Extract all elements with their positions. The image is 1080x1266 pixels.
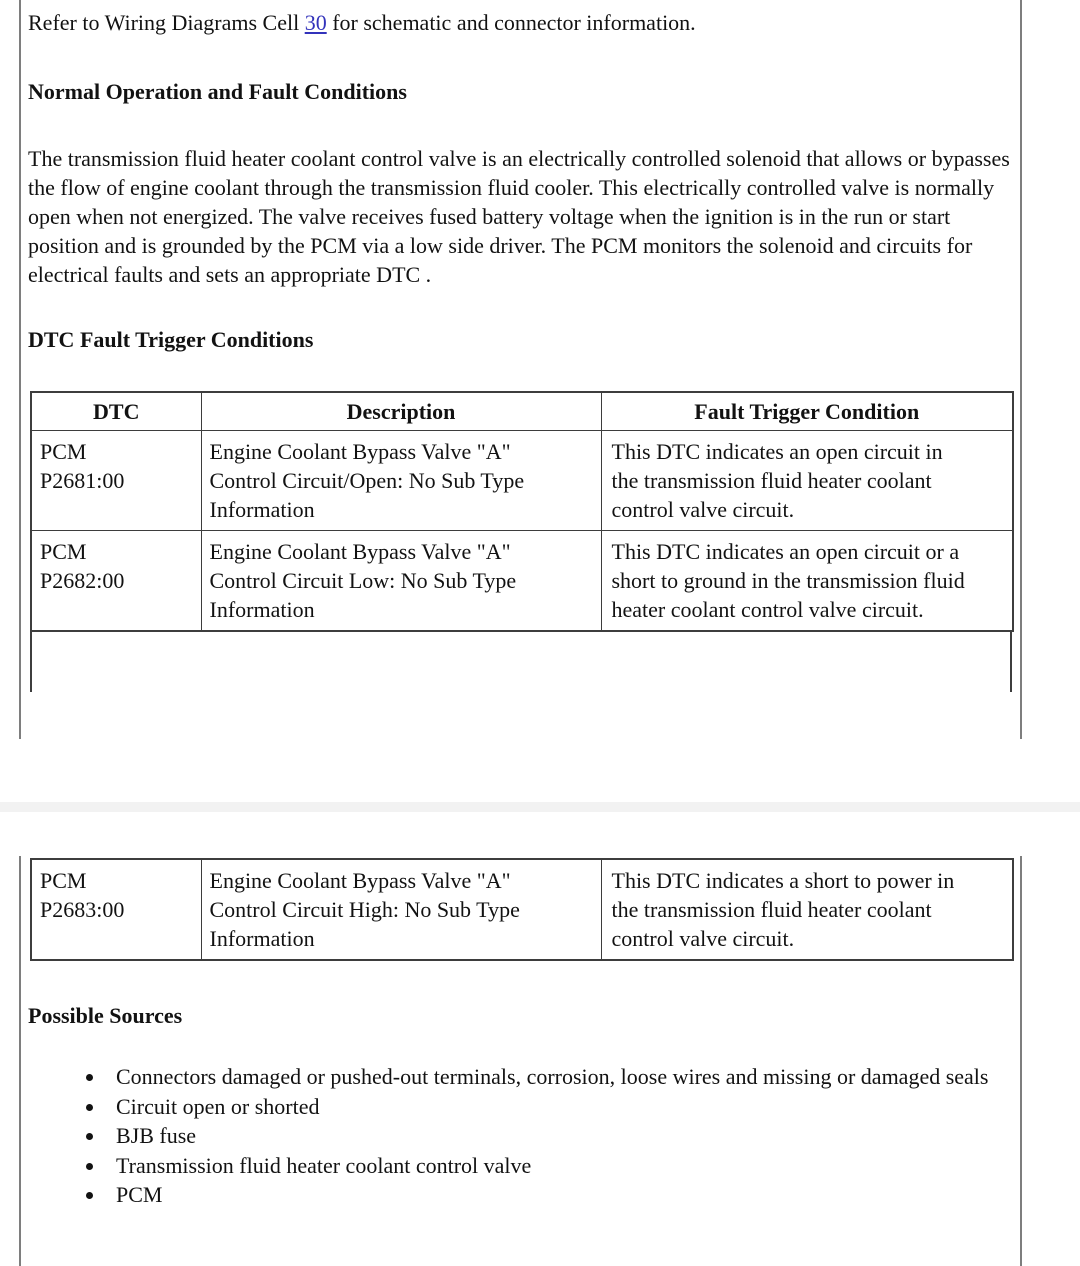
normal-operation-paragraph: The transmission fluid heater coolant control valve is an electrically controlled solenoid that allows or bypasses the flow of engine coolant through the transmission fluid cooler. This electrically controlled valve is normally open when not energized. The valve receives fused battery voltage when the ignition is in the run or start position and is grounded by the PCM via a low side driver. The PCM monitors the solenoid and circuits for electrical faults and sets an appropriate DTC . — [28, 146, 1010, 287]
table-continuation — [30, 632, 1012, 692]
wiring-diagrams-cell-link[interactable]: 30 — [304, 10, 327, 35]
dtc-code: P2683:00 — [40, 897, 125, 922]
possible-sources-list — [28, 1062, 1010, 1210]
table-row-p2681 — [31, 431, 1013, 531]
list-item: • BJB fuse — [106, 1121, 1010, 1151]
dtc-module: PCM — [40, 439, 87, 464]
description-cell: Engine Coolant Bypass Valve "A" Control Circuit/Open: No Sub Type Information — [201, 431, 601, 531]
page-separator — [0, 802, 1080, 812]
dtc-code: P2682:00 — [40, 568, 125, 593]
list-item: • Connectors damaged or pushed-out terminals, corrosion, loose wires and missing or damaged seals — [106, 1062, 1010, 1092]
list-item: • PCM — [106, 1180, 1010, 1210]
col-header-description: Description — [201, 392, 601, 431]
page-frame-2 — [19, 856, 1022, 1266]
heading-possible-sources: Possible Sources — [28, 1003, 183, 1028]
list-item: • Transmission fluid heater coolant control valve — [106, 1151, 1010, 1181]
table-row-p2682 — [31, 531, 1013, 632]
col-header-dtc: DTC — [31, 392, 201, 431]
description-cell: Engine Coolant Bypass Valve "A" Control Circuit Low: No Sub Type Information — [201, 531, 601, 632]
dtc-cell — [31, 859, 201, 960]
heading-dtc-fault-trigger: DTC Fault Trigger Conditions — [28, 327, 314, 352]
page-frame-1 — [19, 0, 1022, 739]
dtc-cell — [31, 431, 201, 531]
condition-cell: This DTC indicates an open circuit in the transmission fluid heater coolant control valve circuit. — [601, 431, 1013, 531]
intro-text — [28, 8, 1010, 37]
condition-cell: This DTC indicates a short to power in the transmission fluid heater coolant control valve circuit. — [601, 859, 1013, 960]
condition-cell: This DTC indicates an open circuit or a short to ground in the transmission fluid heater coolant control valve circuit. — [601, 531, 1013, 632]
intro-prefix: Refer to Wiring Diagrams Cell — [28, 10, 305, 35]
dtc-cell — [31, 531, 201, 632]
dtc-fault-table — [30, 391, 1014, 632]
table-row-p2683 — [31, 859, 1013, 960]
intro-suffix: for schematic and connector information. — [326, 10, 696, 35]
dtc-fault-table-continued — [30, 858, 1014, 961]
list-item: • Circuit open or shorted — [106, 1092, 1010, 1122]
dtc-module: PCM — [40, 868, 87, 893]
description-cell: Engine Coolant Bypass Valve "A" Control Circuit High: No Sub Type Information — [201, 859, 601, 960]
col-header-fault-trigger: Fault Trigger Condition — [601, 392, 1013, 431]
heading-normal-operation: Normal Operation and Fault Conditions — [28, 79, 407, 104]
table-header-row — [31, 392, 1013, 431]
dtc-code: P2681:00 — [40, 468, 125, 493]
dtc-module: PCM — [40, 539, 87, 564]
